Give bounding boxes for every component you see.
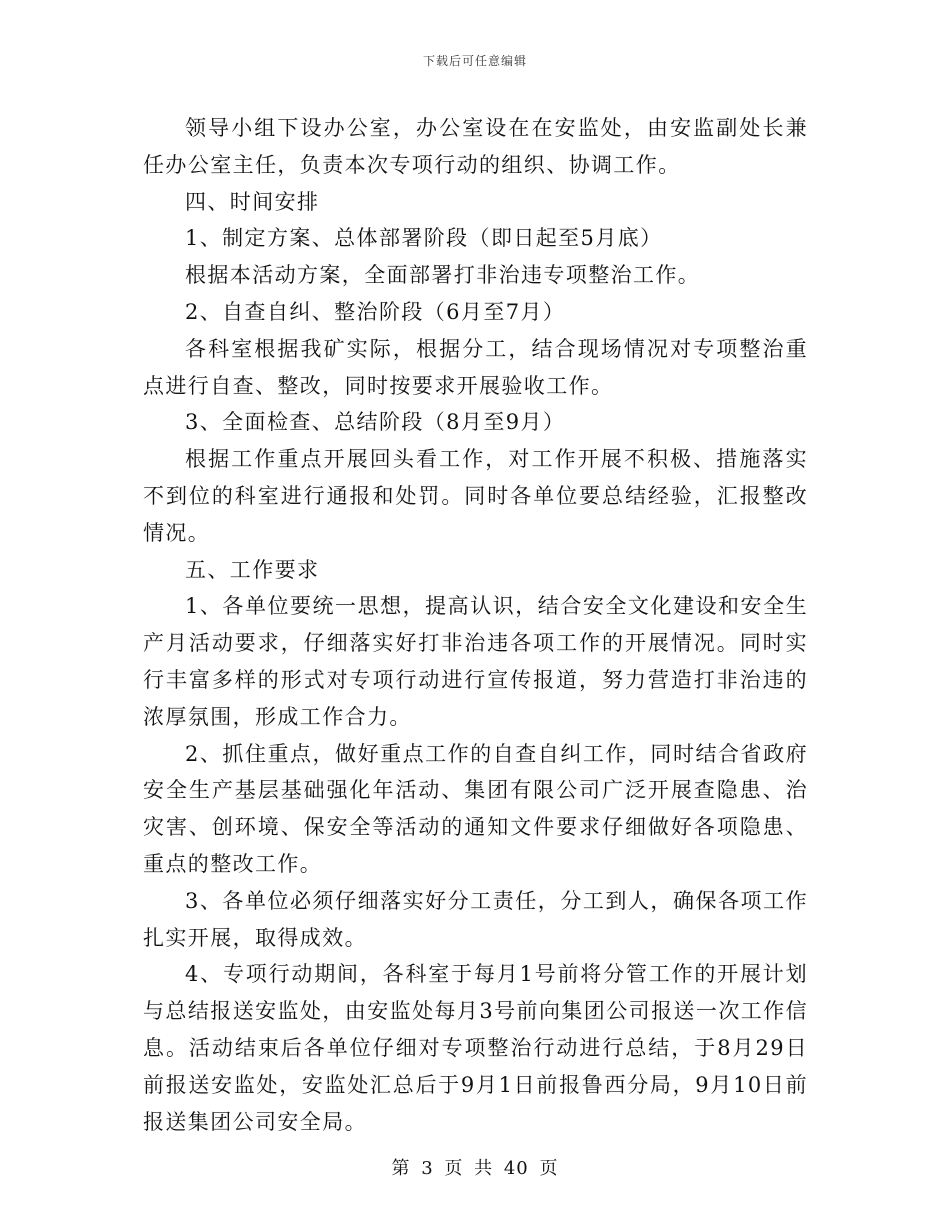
page-footer: 第 3 页 共 40 页 — [391, 1158, 559, 1179]
paragraph: 各科室根据我矿实际，根据分工，结合现场情况对专项整治重点进行自查、整改，同时按要求开展验收工作。 — [143, 336, 808, 398]
paragraph: 2、抓住重点，做好重点工作的自查自纠工作，同时结合省政府安全生产基层基础强化年活动、集团有限公司广泛开展查隐患、治灾害、创环境、保安全等活动的通知文件要求仔细做好各项隐患、重点的整改工作。 — [143, 741, 808, 876]
section-heading: 五、工作要求 — [185, 557, 320, 582]
paragraph: 3、各单位必须仔细落实好分工责任，分工到人，确保各项工作扎实开展，取得成效。 — [143, 888, 808, 950]
subheading: 1、制定方案、总体部署阶段（即日起至5月底） — [185, 226, 663, 251]
section-heading: 四、时间安排 — [185, 189, 320, 214]
paragraph: 1、各单位要统一思想，提高认识，结合安全文化建设和安全生产月活动要求，仔细落实好打非治违各项工作的开展情况。同时实行丰富多样的形式对专项行动进行宣传报道，努力营造打非治违的浓厚氛围，形成工作合力。 — [143, 594, 808, 729]
subheading: 2、自查自纠、整治阶段（6月至7月） — [185, 299, 566, 324]
page-header: 下载后可任意编辑 — [422, 54, 527, 68]
paragraph: 4、专项行动期间，各科室于每月1号前将分管工作的开展计划与总结报送安监处，由安监处每月3号前向集团公司报送一次工作信息。活动结束后各单位仔细对专项整治行动进行总结，于8月29日前报送安监处，安监处汇总后于9月1日前报鲁西分局，9月10日前报送集团公司安全局。 — [143, 962, 808, 1134]
paragraph: 根据工作重点开展回头看工作，对工作开展不积极、措施落实不到位的科室进行通报和处罚。同时各单位要总结经验，汇报整改情况。 — [143, 447, 808, 545]
paragraph: 根据本活动方案，全面部署打非治违专项整治工作。 — [185, 263, 701, 288]
subheading: 3、全面检查、总结阶段（8月至9月） — [185, 410, 566, 435]
document-body — [143, 110, 808, 1140]
paragraph: 领导小组下设办公室，办公室设在在安监处，由安监副处长兼任办公室主任，负责本次专项行动的组织、协调工作。 — [143, 116, 808, 177]
